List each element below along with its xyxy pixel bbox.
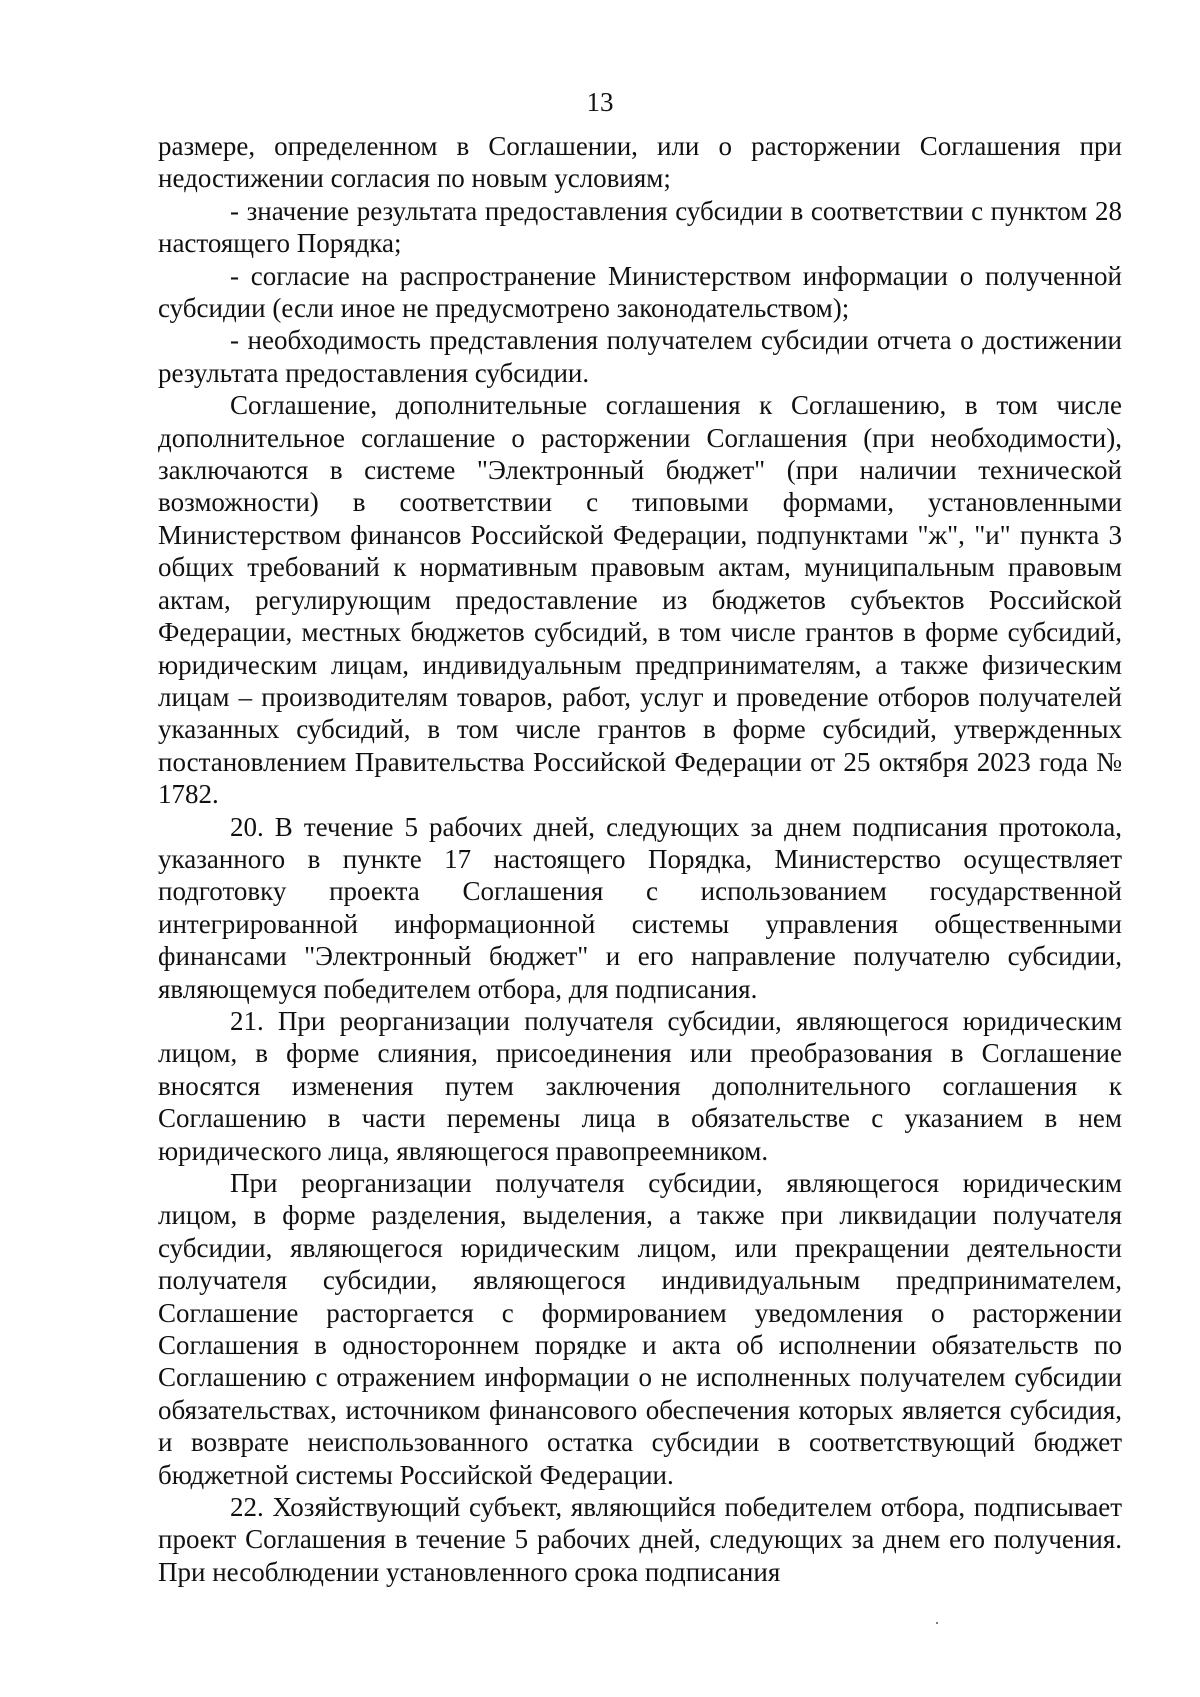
paragraph-agreement-system: Соглашение, дополнительные соглашения к Соглашению, в том числе дополнительное соглашение о расторжении Соглашения (при необходимости), заключаются в системе "Электронный бюджет" (при наличии технической возможности) в соответствии с типовыми формами, установленными Министерством финансов Российской Федерации, подпунктами "ж", "и" пункта 3 общих требований к нормативным правовым актам, муниципальным правовым актам, регулирующим предоставление из бюджетов субъектов Российской Федерации, местных бюджетов субсидий, в том числе грантов в форме субсидий, юридическим лицам, индивидуальным предпринимателям, а также физическим лицам – производителям товаров, работ, услуг и проведение отборов получателей указанных субсидий, в том числе грантов в форме субсидий, утвержденных постановлением Правительства Российской Федерации от 25 октября 2023 года № 1782. (158, 390, 1122, 810)
clause-22: 22. Хозяйствующий субъект, являющийся победителем отбора, подписывает проект Соглашения в течение 5 рабочих дней, следующих за днем его получения. При несоблюдении установленного срока подписания (158, 1492, 1122, 1587)
paragraph-reorganization: При реорганизации получателя субсидии, являющегося юридическим лицом, в форме разделения, выделения, а также при ликвидации получателя субсидии, являющегося юридическим лицом, или прекращении деятельности получателя субсидии, являющегося индивидуальным предпринимателем, Соглашение расторгается с формированием уведомления о расторжении Соглашения в одностороннем порядке и акта об исполнении обязательств по Соглашению с отражением информации о не исполненных получателем субсидии обязательствах, источником финансового обеспечения которых является субсидия, и возврате неиспользованного остатка субсидии в соответствующий бюджет бюджетной системы Российской Федерации. (158, 1168, 1122, 1490)
scan-speck (936, 1622, 938, 1624)
list-item-report: - необходимость представления получателем субсидии отчета о достижении результата предоставления субсидии. (158, 325, 1122, 388)
paragraph-continuation: размере, определенном в Соглашении, или о расторжении Соглашения при недостижении согласия по новым условиям; (158, 131, 1122, 194)
clause-21: 21. При реорганизации получателя субсидии, являющегося юридическим лицом, в форме слияния, присоединения или преобразования в Соглашение вносятся изменения путем заключения дополнительного соглашения к Соглашению в части перемены лица в обязательстве с указанием в нем юридического лица, являющегося правопреемником. (158, 1005, 1122, 1166)
list-item-result-value: - значение результата предоставления субсидии в соответствии с пунктом 28 настоящего Порядка; (158, 195, 1122, 259)
document-body (158, 130, 1122, 1588)
list-item-consent: - согласие на распространение Министерством информации о полученной субсидии (если иное не предусмотрено законодательством); (158, 260, 1122, 324)
clause-20: 20. В течение 5 рабочих дней, следующих за днем подписания протокола, указанного в пункте 17 настоящего Порядка, Министерство осуществляет подготовку проекта Соглашения с использованием государственной интегрированной информационной системы управления общественными финансами "Электронный бюджет" и его направление получателю субсидии, являющемуся победителем отбора, для подписания. (158, 811, 1122, 1004)
page-number: 13 (586, 87, 614, 117)
